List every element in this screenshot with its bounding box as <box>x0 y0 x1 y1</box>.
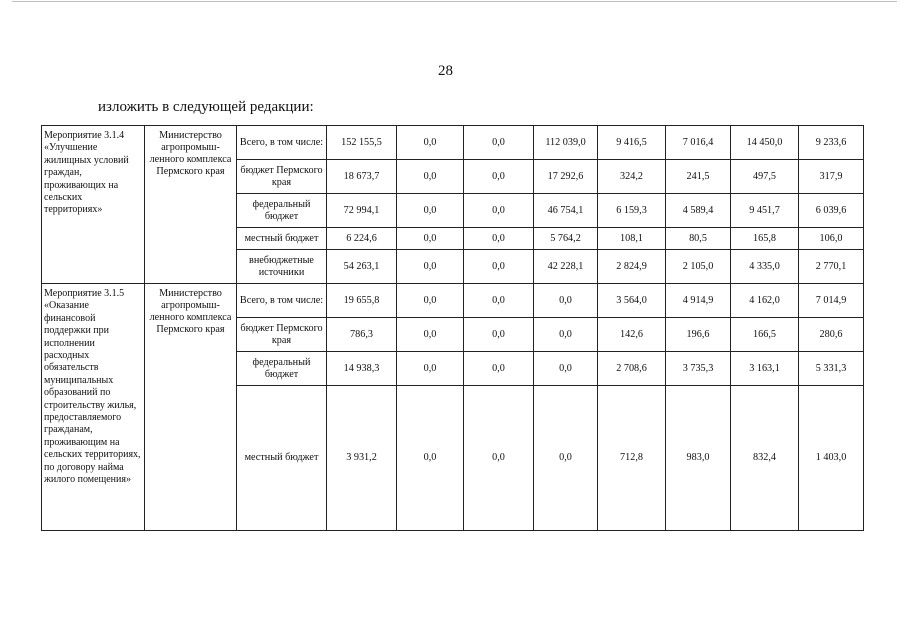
amount-year-3: 5 764,2 <box>534 228 598 250</box>
budget-table <box>41 125 864 531</box>
amount-year-2: 0,0 <box>464 126 534 160</box>
amount-year-3: 42 228,1 <box>534 250 598 284</box>
amount-year-4: 2 708,6 <box>598 352 666 386</box>
amount-year-1: 0,0 <box>397 194 464 228</box>
amount-total: 786,3 <box>327 318 397 352</box>
amount-total: 14 938,3 <box>327 352 397 386</box>
amount-year-6: 3 163,1 <box>731 352 799 386</box>
amount-year-5: 241,5 <box>666 160 731 194</box>
responsible-ministry: Министерство агропромыш-ленного комплекса Пермского края <box>145 284 237 531</box>
amount-year-7: 106,0 <box>799 228 864 250</box>
amount-year-1: 0,0 <box>397 284 464 318</box>
amount-year-1: 0,0 <box>397 352 464 386</box>
amount-year-4: 108,1 <box>598 228 666 250</box>
amount-year-5: 3 735,3 <box>666 352 731 386</box>
amount-year-1: 0,0 <box>397 250 464 284</box>
amount-year-7: 280,6 <box>799 318 864 352</box>
amount-year-6: 165,8 <box>731 228 799 250</box>
amount-year-6: 4 162,0 <box>731 284 799 318</box>
amount-year-5: 196,6 <box>666 318 731 352</box>
amount-year-3: 112 039,0 <box>534 126 598 160</box>
funding-source: внебюджетные источники <box>237 250 327 284</box>
responsible-ministry: Министерство агропромыш-ленного комплекса Пермского края <box>145 126 237 284</box>
amount-year-3: 0,0 <box>534 318 598 352</box>
amount-total: 18 673,7 <box>327 160 397 194</box>
amount-year-7: 7 014,9 <box>799 284 864 318</box>
amount-year-5: 80,5 <box>666 228 731 250</box>
funding-source: местный бюджет <box>237 386 327 531</box>
amount-year-2: 0,0 <box>464 228 534 250</box>
activity-name: Мероприятие 3.1.5 «Оказание финансовой поддержки при исполнении расходных обязательств муниципальных образований по строительству жилья, предоставляемого гражданам, проживающим на сельских территориях, по договору найма жилого помещения» <box>42 284 145 531</box>
amount-year-6: 166,5 <box>731 318 799 352</box>
amount-year-7: 1 403,0 <box>799 386 864 531</box>
amount-year-2: 0,0 <box>464 250 534 284</box>
amount-year-1: 0,0 <box>397 160 464 194</box>
amount-year-4: 3 564,0 <box>598 284 666 318</box>
amount-year-6: 4 335,0 <box>731 250 799 284</box>
amount-year-7: 9 233,6 <box>799 126 864 160</box>
amount-year-6: 14 450,0 <box>731 126 799 160</box>
table-row <box>42 284 864 318</box>
amount-year-5: 7 016,4 <box>666 126 731 160</box>
amount-total: 19 655,8 <box>327 284 397 318</box>
amount-year-2: 0,0 <box>464 160 534 194</box>
funding-source: федеральный бюджет <box>237 352 327 386</box>
page-number: 28 <box>438 63 453 79</box>
funding-source: Всего, в том числе: <box>237 126 327 160</box>
amount-year-4: 6 159,3 <box>598 194 666 228</box>
amount-total: 54 263,1 <box>327 250 397 284</box>
funding-source: местный бюджет <box>237 228 327 250</box>
amount-total: 6 224,6 <box>327 228 397 250</box>
amount-year-2: 0,0 <box>464 284 534 318</box>
amount-year-7: 317,9 <box>799 160 864 194</box>
funding-source: бюджет Пермского края <box>237 318 327 352</box>
amount-year-5: 2 105,0 <box>666 250 731 284</box>
amount-year-3: 0,0 <box>534 284 598 318</box>
amount-year-1: 0,0 <box>397 126 464 160</box>
amount-year-4: 142,6 <box>598 318 666 352</box>
scan-top-edge <box>12 1 897 2</box>
amount-total: 3 931,2 <box>327 386 397 531</box>
amount-year-3: 0,0 <box>534 352 598 386</box>
amount-year-6: 9 451,7 <box>731 194 799 228</box>
amount-year-6: 832,4 <box>731 386 799 531</box>
intro-text: изложить в следующей редакции: <box>98 99 314 115</box>
amount-year-7: 5 331,3 <box>799 352 864 386</box>
amount-year-4: 712,8 <box>598 386 666 531</box>
amount-year-3: 0,0 <box>534 386 598 531</box>
amount-year-4: 9 416,5 <box>598 126 666 160</box>
amount-year-2: 0,0 <box>464 386 534 531</box>
amount-year-7: 6 039,6 <box>799 194 864 228</box>
amount-year-2: 0,0 <box>464 194 534 228</box>
amount-year-7: 2 770,1 <box>799 250 864 284</box>
amount-year-2: 0,0 <box>464 352 534 386</box>
amount-year-5: 4 914,9 <box>666 284 731 318</box>
budget-table-body <box>42 126 864 531</box>
amount-total: 152 155,5 <box>327 126 397 160</box>
amount-year-1: 0,0 <box>397 228 464 250</box>
amount-year-3: 46 754,1 <box>534 194 598 228</box>
funding-source: Всего, в том числе: <box>237 284 327 318</box>
amount-year-5: 983,0 <box>666 386 731 531</box>
amount-year-2: 0,0 <box>464 318 534 352</box>
activity-name: Мероприятие 3.1.4 «Улучшение жилищных условий граждан, проживающих на сельских территориях» <box>42 126 145 284</box>
amount-year-4: 324,2 <box>598 160 666 194</box>
amount-year-1: 0,0 <box>397 386 464 531</box>
amount-year-4: 2 824,9 <box>598 250 666 284</box>
table-row <box>42 126 864 160</box>
funding-source: бюджет Пермского края <box>237 160 327 194</box>
amount-total: 72 994,1 <box>327 194 397 228</box>
amount-year-1: 0,0 <box>397 318 464 352</box>
amount-year-5: 4 589,4 <box>666 194 731 228</box>
funding-source: федеральный бюджет <box>237 194 327 228</box>
amount-year-6: 497,5 <box>731 160 799 194</box>
amount-year-3: 17 292,6 <box>534 160 598 194</box>
